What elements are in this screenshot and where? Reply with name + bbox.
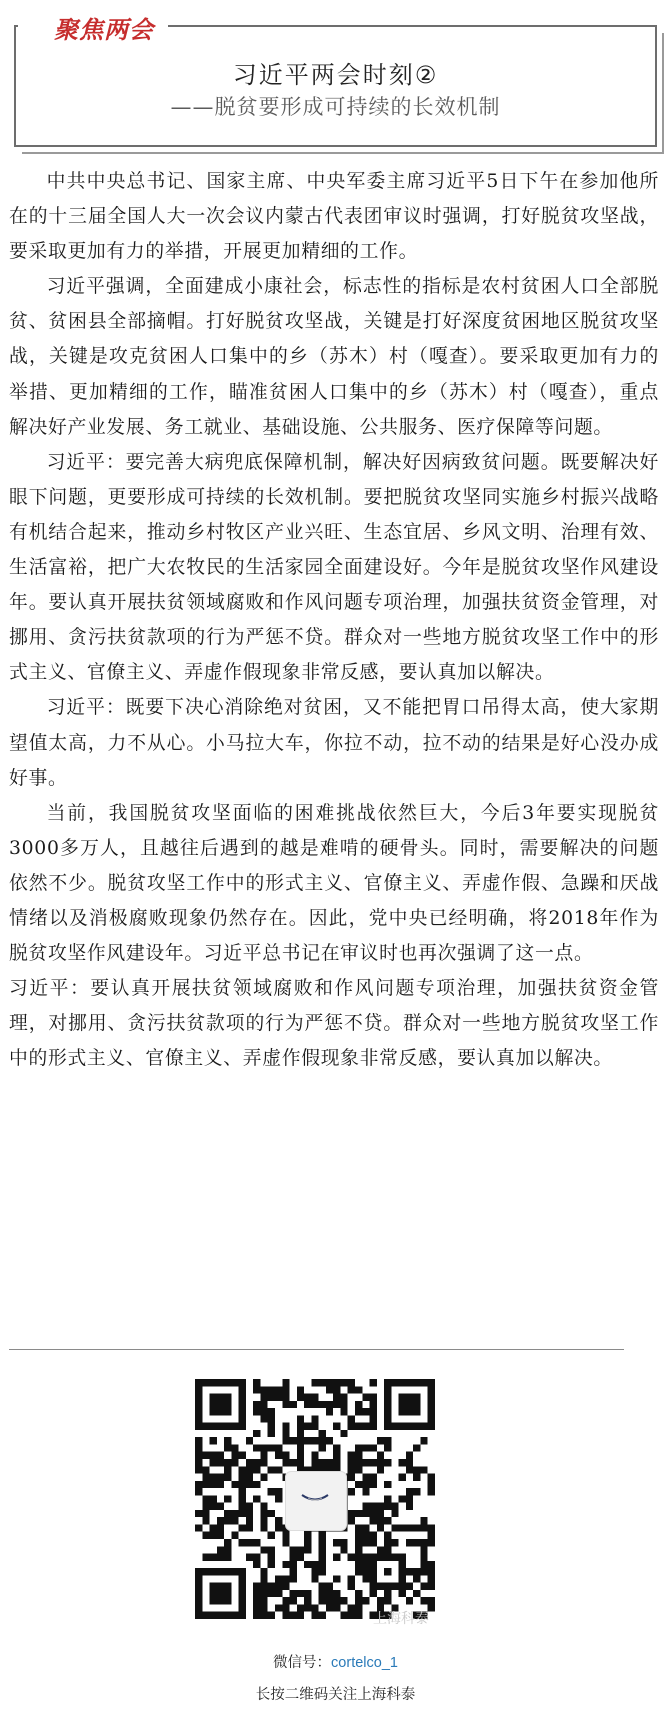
paragraph: 习近平：既要下决心消除绝对贫困，又不能把胃口吊得太高，使大家期望值太高，力不从心。小马拉大车，你拉不动，拉不动的结果是好心没办成好事。	[9, 697, 659, 789]
paragraph: 当前，我国脱贫攻坚面临的困难挑战依然巨大，今后3年要实现脱贫3000多万人，且越往后遇到的越是难啃的硬骨头。同时，需要解决的问题依然不少。脱贫攻坚工作中的形式主义、官僚主义、弄虚作假、急躁和厌战情绪以及消极腐败现象仍然存在。因此，党中央已经明确，将2018年作为脱贫攻坚作风建设年。习近平总书记在审议时也再次强调了这一点。	[9, 802, 659, 965]
page-title: 习近平两会时刻②	[232, 61, 439, 89]
follow-caption: 长按二维码关注上海科泰	[255, 1687, 416, 1703]
page-subtitle: ——脱贫要形成可持续的长效机制	[170, 95, 501, 119]
paragraph: 习近平强调，全面建成小康社会，标志性的指标是农村贫困人口全部脱贫、贫困县全部摘帽。打好脱贫攻坚战，关键是打好深度贫困地区脱贫攻坚战，关键是攻克贫困人口集中的乡（苏木）村（嘎查）。要采取更加有力的举措、更加精细的工作，瞄准贫困人口集中的乡（苏木）村（嘎查），重点解决好产业发展、务工就业、基础设施、公共服务、医疗保障等问题。	[9, 276, 659, 438]
logo-mark-icon	[300, 1492, 330, 1504]
divider	[9, 1349, 624, 1350]
watermark: 上海科泰	[373, 1611, 429, 1627]
paragraph: 习近平：要认真开展扶贫领域腐败和作风问题专项治理，加强扶贫资金管理，对挪用、贪污扶贫款项的行为严惩不贷。群众对一些地方脱贫攻坚工作中的形式主义、官僚主义、弄虚作假现象非常反感，要认真加以解决。	[9, 978, 659, 1070]
wechat-line	[0, 1653, 671, 1673]
wechat-label: 微信号：	[273, 1655, 332, 1671]
section-badge: 聚焦两会	[54, 15, 154, 44]
paragraph: 习近平：要完善大病兜底保障机制，解决好因病致贫问题。既要解决好眼下问题，更要形成可持续的长效机制。要把脱贫攻坚同实施乡村振兴战略有机结合起来，推动乡村牧区产业兴旺、生态宜居、乡风文明、治理有效、生活富裕，把广大农牧民的生活家园全面建设好。今年是脱贫攻坚作风建设年。要认真开展扶贫领域腐败和作风问题专项治理，加强扶贫资金管理，对挪用、贪污扶贫款项的行为严惩不贷。群众对一些地方脱贫攻坚工作中的形式主义、官僚主义、弄虚作假现象非常反感，要认真加以解决。	[9, 451, 659, 684]
paragraph: 中共中央总书记、国家主席、中央军委主席习近平5日下午在参加他所在的十三届全国人大一次会议内蒙古代表团审议时强调，打好脱贫攻坚战，要采取更加有力的举措，开展更加精细的工作。	[9, 171, 659, 263]
wechat-id: cortelco_1	[331, 1655, 398, 1671]
article-body	[9, 164, 659, 1076]
